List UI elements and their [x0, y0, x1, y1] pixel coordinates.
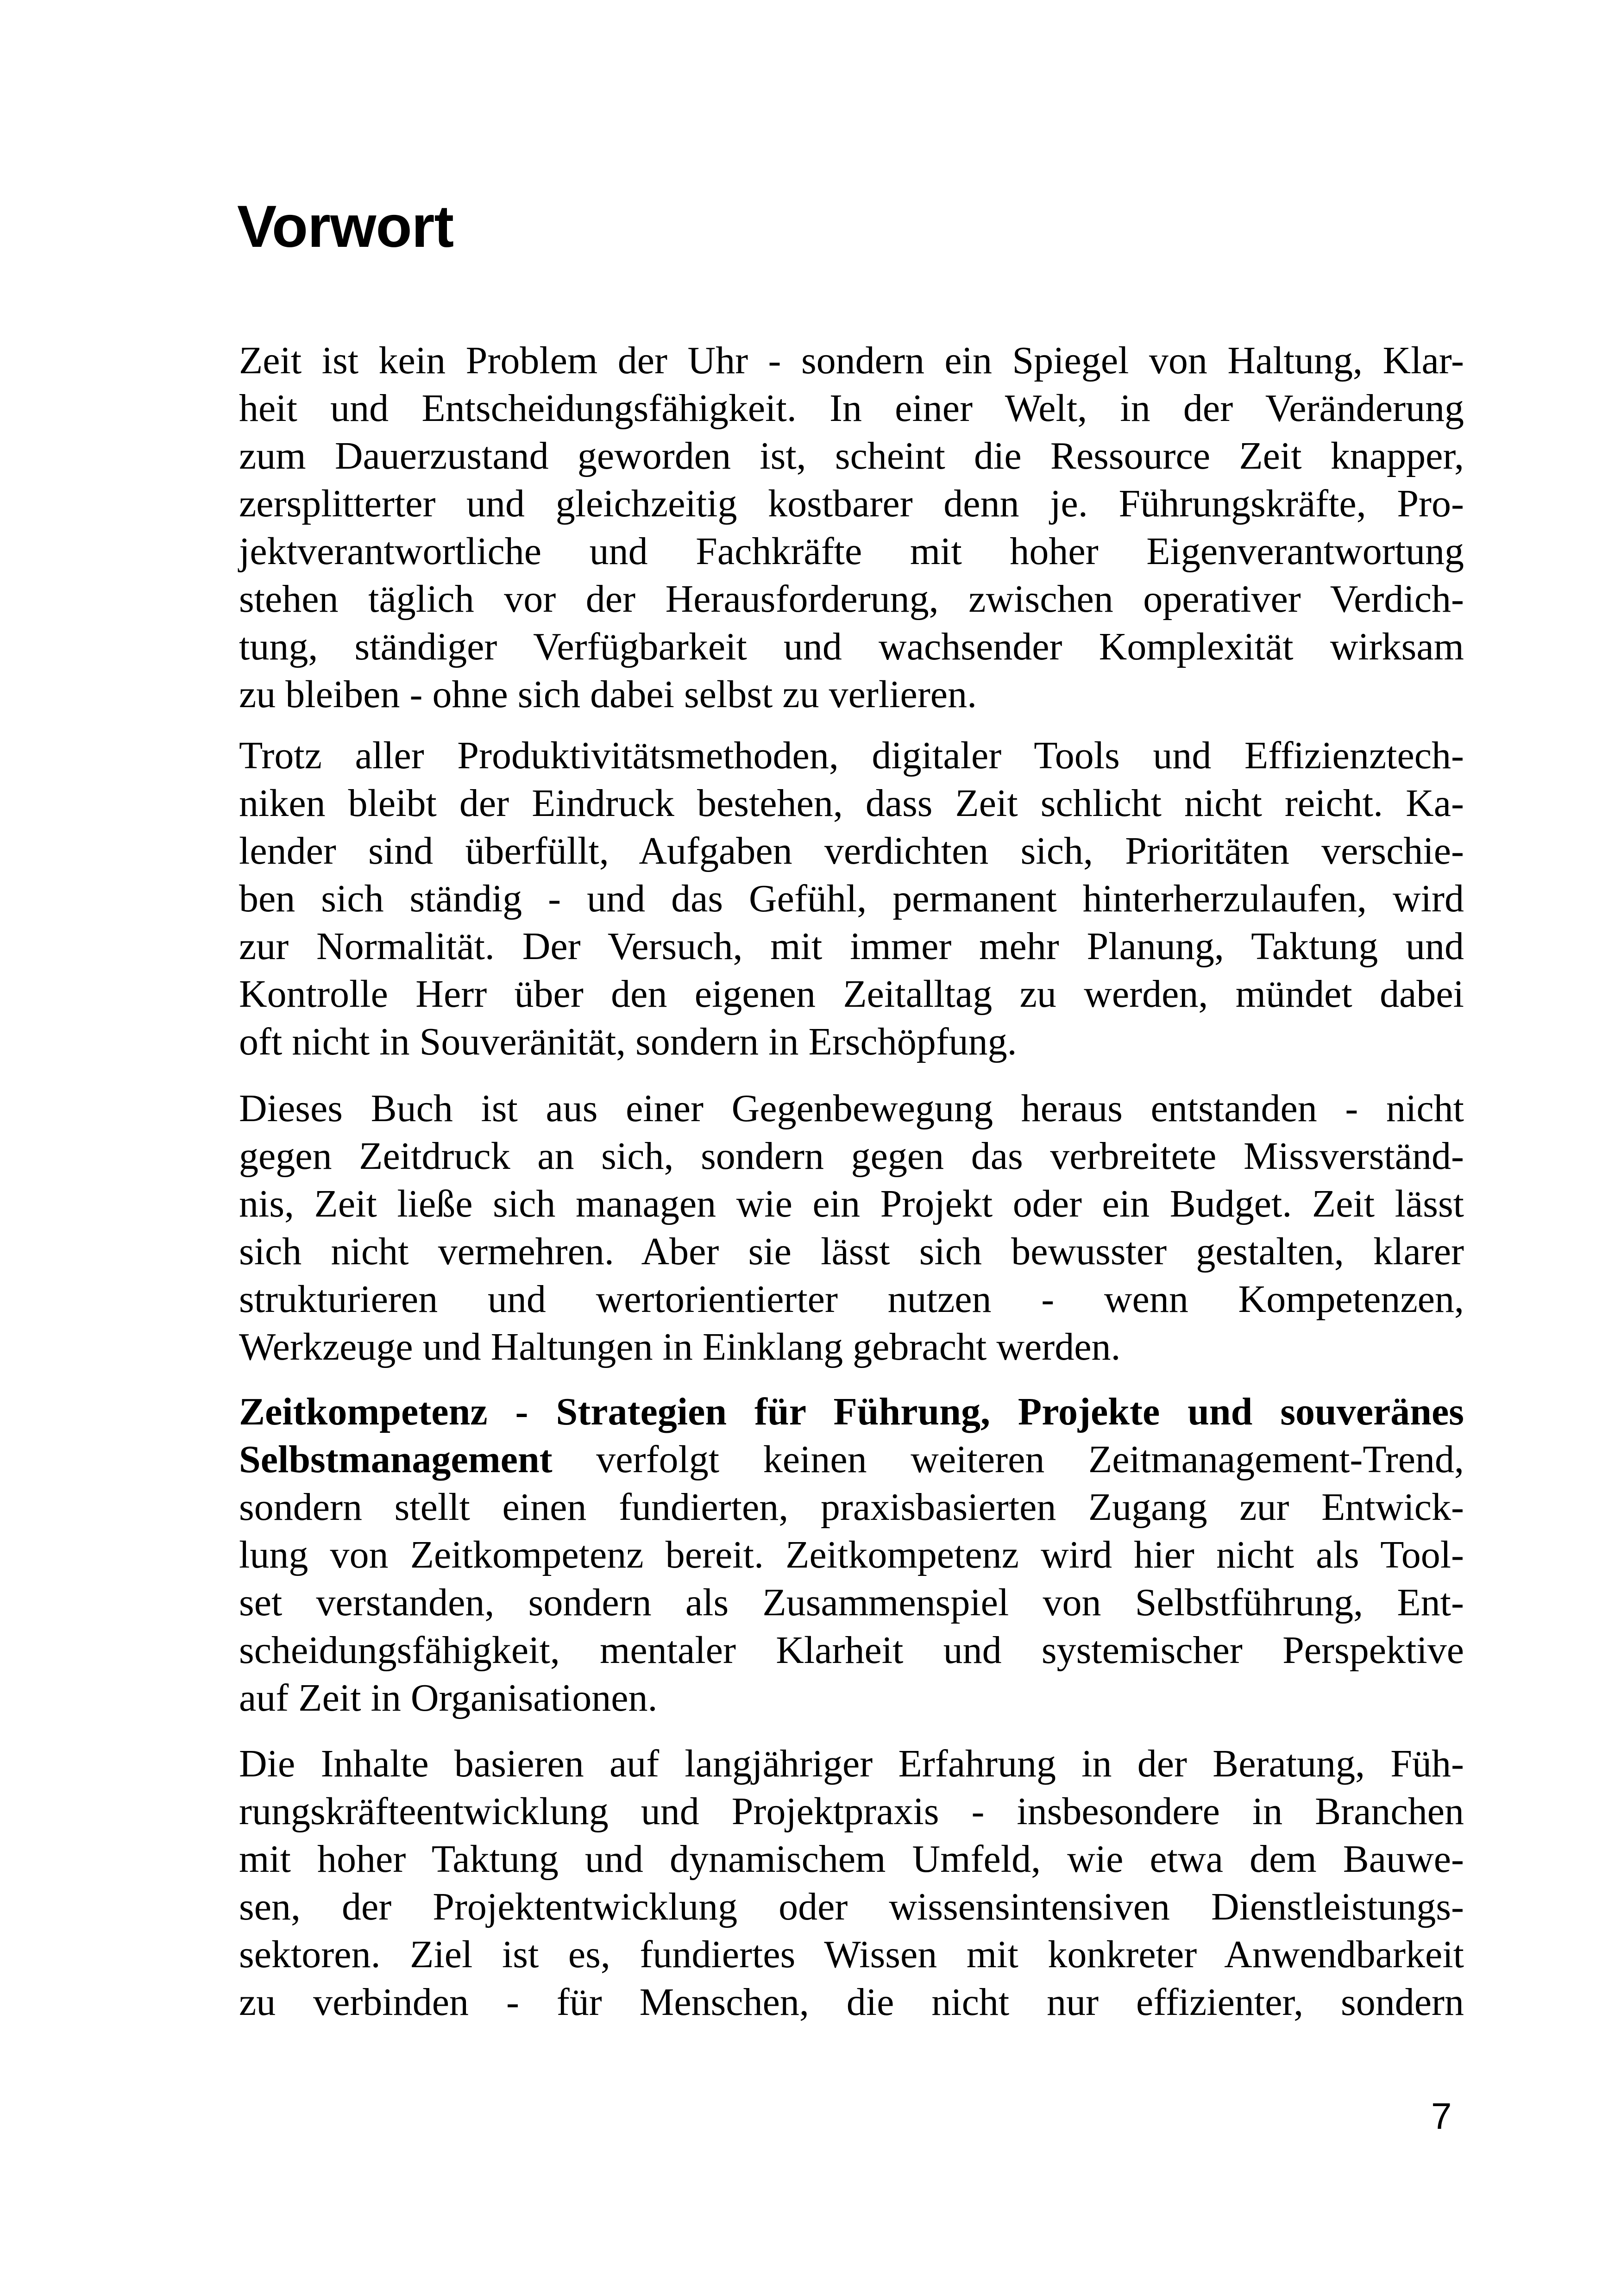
page-title: Vorwort	[237, 194, 454, 260]
text-line: sen, der Projektentwicklung oder wissensintensiven Dienstleistungs-	[239, 1885, 1464, 1928]
paragraph-3	[239, 1085, 1464, 1371]
text-line: niken bleibt der Eindruck bestehen, dass Zeit schlicht nicht reicht. Ka-	[239, 782, 1464, 825]
text-line: Die Inhalte basieren auf langjähriger Erfahrung in der Beratung, Füh-	[239, 1742, 1464, 1785]
text-line: oft nicht in Souveränität, sondern in Erschöpfung.	[239, 1020, 1017, 1063]
text-line	[239, 1388, 1464, 1436]
text-line: mit hoher Taktung und dynamischem Umfeld, wie etwa dem Bauwe-	[239, 1838, 1464, 1881]
text-line: lung von Zeitkompetenz bereit. Zeitkompetenz wird hier nicht als Tool-	[239, 1533, 1464, 1576]
text-line: gegen Zeitdruck an sich, sondern gegen das verbreitete Missverständ-	[239, 1135, 1464, 1178]
text-line: sondern stellt einen fundierten, praxisbasierten Zugang zur Entwick-	[239, 1486, 1464, 1529]
text-line: Trotz aller Produktivitätsmethoden, digitaler Tools und Effizienztech-	[239, 734, 1464, 777]
page-number: 7	[1431, 2095, 1452, 2137]
text-line: zur Normalität. Der Versuch, mit immer mehr Planung, Taktung und	[239, 925, 1464, 968]
text-line: Zeit ist kein Problem der Uhr - sondern ein Spiegel von Haltung, Klar-	[239, 339, 1464, 382]
text-line: zu bleiben - ohne sich dabei selbst zu verlieren.	[239, 673, 977, 716]
text-line: zersplitterter und gleichzeitig kostbarer denn je. Führungskräfte, Pro-	[239, 482, 1464, 525]
text-line: jektverantwortliche und Fachkräfte mit hoher Eigenverantwortung	[239, 530, 1464, 573]
text-line: strukturieren und wertorientierter nutzen - wenn Kompetenzen,	[239, 1278, 1464, 1321]
text-line: Werkzeuge und Haltungen in Einklang gebracht werden.	[239, 1325, 1121, 1368]
text-line: auf Zeit in Organisationen.	[239, 1676, 658, 1719]
text-line: Dieses Buch ist aus einer Gegenbewegung heraus entstanden - nicht	[239, 1087, 1464, 1130]
text-line: Kontrolle Herr über den eigenen Zeitalltag zu werden, mündet dabei	[239, 972, 1464, 1016]
text-line: lender sind überfüllt, Aufgaben verdichten sich, Prioritäten verschie-	[239, 829, 1464, 872]
text-line: zum Dauerzustand geworden ist, scheint die Ressource Zeit knapper,	[239, 434, 1464, 477]
text-line: sektoren. Ziel ist es, fundiertes Wissen mit konkreter Anwendbarkeit	[239, 1933, 1464, 1976]
text-line: ben sich ständig - und das Gefühl, permanent hinterherzulaufen, wird	[239, 877, 1464, 920]
text-line: sich nicht vermehren. Aber sie lässt sich bewusster gestalten, klarer	[239, 1230, 1464, 1273]
text-line: rungskräfteentwicklung und Projektpraxis - insbesondere in Branchen	[239, 1790, 1464, 1833]
paragraph-5	[239, 1740, 1464, 2026]
text-line: nis, Zeit ließe sich managen wie ein Projekt oder ein Budget. Zeit lässt	[239, 1182, 1464, 1225]
paragraph-2	[239, 732, 1464, 1066]
text-line: heit und Entscheidungsfähigkeit. In einer Welt, in der Veränderung	[239, 387, 1464, 430]
text-line	[239, 1436, 1464, 1483]
text-line: set verstanden, sondern als Zusammenspiel von Selbstführung, Ent-	[239, 1581, 1464, 1624]
book-title-bold: Selbstmanagement	[239, 1438, 553, 1481]
text-line: stehen täglich vor der Herausforderung, zwischen operativer Verdich-	[239, 577, 1464, 621]
text-line: tung, ständiger Verfügbarkeit und wachsender Komplexität wirksam	[239, 625, 1464, 668]
paragraph-4	[239, 1388, 1464, 1722]
paragraph-1	[239, 337, 1464, 718]
text-run: verfolgt keinen weiteren Zeitmanagement-Trend,	[552, 1438, 1464, 1481]
text-line: zu verbinden - für Menschen, die nicht nur effizienter, sondern	[239, 1981, 1464, 2024]
book-title-bold: Zeitkompetenz - Strategien für Führung, Projekte und souveränes	[239, 1390, 1464, 1433]
text-line: scheidungsfähigkeit, mentaler Klarheit und systemischer Perspektive	[239, 1629, 1464, 1672]
